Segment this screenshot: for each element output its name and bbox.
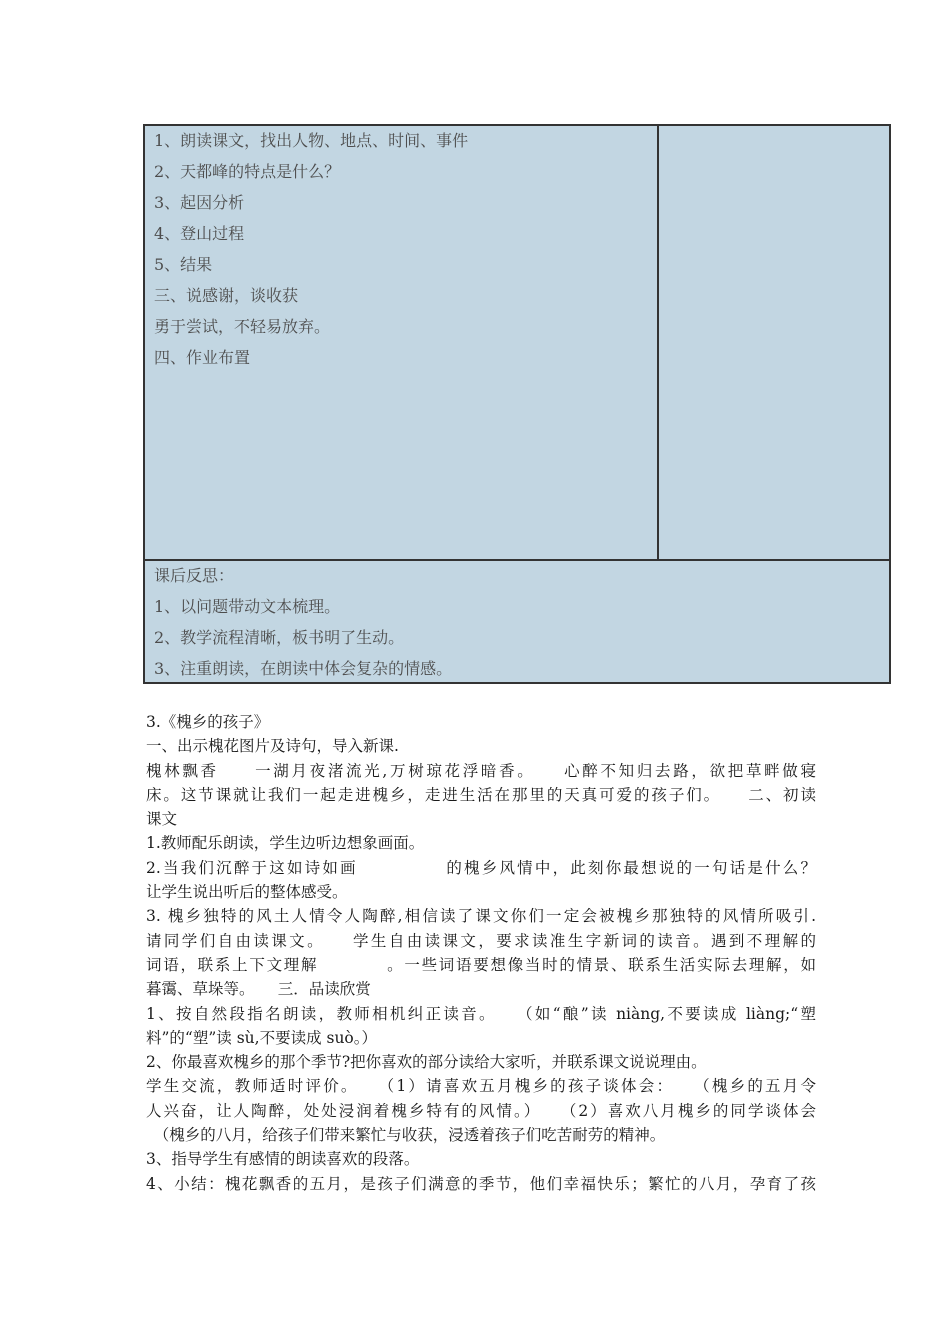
reflection-line: 2、教学流程清晰，板书明了生动。 — [154, 628, 405, 647]
lesson-line: 让学生说出听后的整体感受。 — [146, 883, 348, 902]
lesson-line: 学生交流，教师适时评价。 （1）请喜欢五月槐乡的孩子谈体会： （槐乡的五月令 — [146, 1077, 816, 1096]
lesson-line: 词语，联系上下文理解 。一些词语要想像当时的情景、联系生活实际去理解，如 — [146, 955, 816, 974]
lesson-line: （槐乡的八月，给孩子们带来繁忙与收获，浸透着孩子们吃苦耐劳的精神。 — [146, 1126, 666, 1145]
step-line: 勇于尝试，不轻易放弃。 — [154, 317, 331, 336]
reflection-cell — [145, 559, 889, 682]
lesson-plan-table — [143, 124, 891, 684]
lesson-line: 暮霭、草垛等。 三．品读欣赏 — [146, 980, 371, 999]
lesson-line: 1、按自然段指名朗读，教师相机纠正读音。 （如“酿”读 niàng,不要读成 liàng;“塑 — [146, 1004, 816, 1023]
teaching-steps-cell — [145, 126, 659, 559]
step-line: 5、结果 — [154, 255, 213, 274]
lesson-section — [146, 710, 816, 1196]
lesson-line: 2、你最喜欢槐乡的那个季节?把你喜欢的部分读给大家听，并联系课文说说理由。 — [146, 1053, 707, 1072]
step-line: 4、登山过程 — [154, 224, 245, 243]
step-line: 三、说感谢，谈收获 — [154, 286, 299, 305]
reflection-line: 1、以问题带动文本梳理。 — [154, 597, 341, 616]
lesson-line: 2.当我们沉醉于这如诗如画 的槐乡风情中，此刻你最想说的一句话是什么？ — [146, 858, 816, 877]
lesson-line: 1.教师配乐朗读，学生边听边想象画面。 — [146, 834, 425, 853]
notes-cell — [659, 126, 889, 559]
lesson-line: 4、小结：槐花飘香的五月，是孩子们满意的季节，他们幸福快乐；繁忙的八月，孕育了孩 — [146, 1174, 816, 1193]
lesson-line: 床。这节课就让我们一起走进槐乡，走进生活在那里的天真可爱的孩子们。 二、初读 — [146, 785, 816, 804]
step-line: 四、作业布置 — [154, 348, 251, 367]
lesson-line: 3、指导学生有感情的朗读喜欢的段落。 — [146, 1150, 420, 1169]
step-line: 3、起因分析 — [154, 193, 245, 212]
lesson-line: 人兴奋，让人陶醉，处处浸润着槐乡特有的风情。） （2）喜欢八月槐乡的同学谈体会 — [146, 1101, 816, 1120]
reflection-line: 3、注重朗读，在朗读中体会复杂的情感。 — [154, 659, 453, 678]
lesson-line: 一、出示槐花图片及诗句，导入新课. — [146, 737, 399, 756]
step-line: 2、天都峰的特点是什么？ — [154, 162, 341, 181]
reflection-heading: 课后反思： — [154, 566, 235, 585]
lesson-line: 请同学们自由读课文。 学生自由读课文，要求读准生字新词的读音。遇到不理解的 — [146, 931, 816, 950]
step-line: 1、朗读课文，找出人物、地点、时间、事件 — [154, 131, 469, 150]
lesson-line: 槐林飘香 一湖月夜渚流光,万树琼花浮暗香。 心醉不知归去路，欲把草畔做寝 — [146, 761, 816, 780]
lesson-line: 3. 槐乡独特的风土人情令人陶醉,相信读了课文你们一定会被槐乡那独特的风情所吸引. — [146, 907, 816, 926]
lesson-line: 课文 — [146, 810, 178, 829]
lesson-title: 3.《槐乡的孩子》 — [146, 713, 270, 731]
lesson-line: 料”的“塑”读 sù,不要读成 suò。） — [146, 1028, 378, 1047]
